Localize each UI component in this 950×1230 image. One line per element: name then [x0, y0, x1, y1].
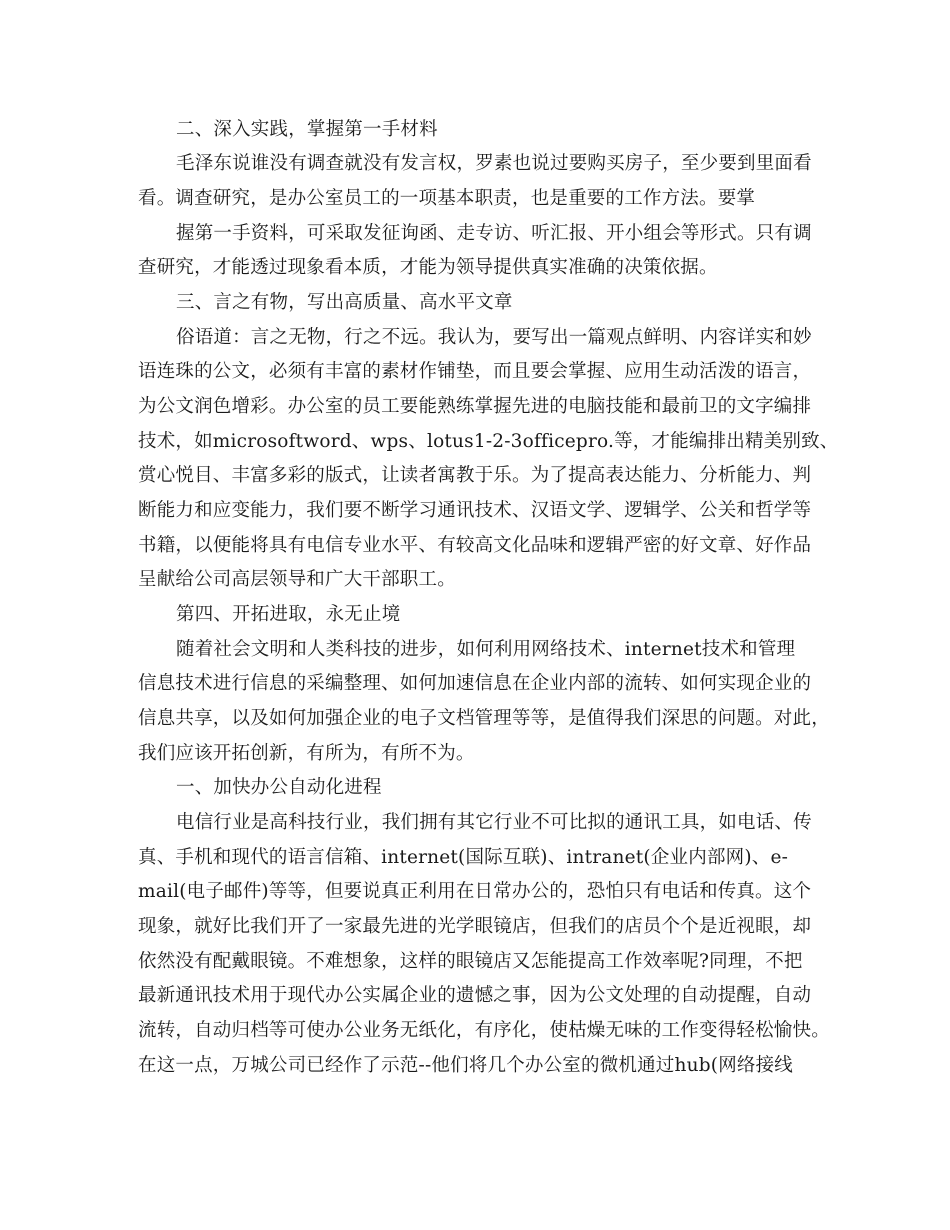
paragraph-line: 赏心悦目、丰富多彩的版式，让读者寓教于乐。为了提高表达能力、分析能力、判 — [138, 465, 812, 486]
section-heading: 二、深入实践，掌握第一手材料 — [176, 119, 438, 140]
paragraph-line: 流转，自动归档等可使办公业务无纸化，有序化，使枯燥无味的工作变得轻松愉快。 — [138, 1020, 830, 1041]
paragraph-line: mail(电子邮件)等等，但要说真正利用在日常办公的，恐怕只有电话和传真。这个 — [138, 881, 812, 902]
paragraph-line: 技术，如microsoftword、wps、lotus1-2-3officepro.等，才能编排出精美别致、 — [138, 431, 839, 452]
paragraph-line: 呈献给公司高层领导和广大干部职工。 — [138, 569, 456, 590]
section-heading: 三、言之有物，写出高质量、高水平文章 — [176, 292, 513, 313]
paragraph-line: 依然没有配戴眼镜。不难想象，这样的眼镜店又怎能提高工作效率呢?同理，不把 — [138, 951, 803, 972]
paragraph-line: 信息共享，以及如何加强企业的电子文档管理等等，是值得我们深思的问题。对此， — [138, 708, 830, 729]
paragraph-line: 真、手机和现代的语言信箱、internet(国际互联)、intranet(企业内部网)、e- — [138, 847, 789, 868]
paragraph-line: 电信行业是高科技行业，我们拥有其它行业不可比拟的通讯工具，如电话、传 — [176, 812, 812, 833]
paragraph-line: 断能力和应变能力，我们要不断学习通讯技术、汉语文学、逻辑学、公关和哲学等 — [138, 500, 812, 521]
section-heading: 第四、开拓进取，永无止境 — [176, 604, 401, 625]
section-heading: 一、加快办公自动化进程 — [176, 777, 382, 798]
paragraph-line: 握第一手资料，可采取发征询函、走专访、听汇报、开小组会等形式。只有调 — [176, 223, 812, 244]
paragraph-line: 在这一点，万城公司已经作了示范--他们将几个办公室的微机通过hub(网络接线 — [138, 1055, 793, 1076]
paragraph-line: 书籍，以便能将具有电信专业水平、有较高文化品味和逻辑严密的好文章、好作品 — [138, 535, 812, 556]
paragraph-line: 为公文润色增彩。办公室的员工要能熟练掌握先进的电脑技能和最前卫的文字编排 — [138, 396, 812, 417]
paragraph-line: 现象，就好比我们开了一家最先进的光学眼镜店，但我们的店员个个是近视眼，却 — [138, 916, 812, 937]
paragraph-line: 俗语道：言之无物，行之不远。我认为，要写出一篇观点鲜明、内容详实和妙 — [176, 327, 812, 348]
paragraph-line: 随着社会文明和人类科技的进步，如何利用网络技术、internet技术和管理 — [176, 639, 796, 660]
paragraph-line: 最新通讯技术用于现代办公实属企业的遗憾之事，因为公文处理的自动提醒，自动 — [138, 985, 812, 1006]
paragraph-line: 查研究，才能透过现象看本质，才能为领导提供真实准确的决策依据。 — [138, 257, 718, 278]
paragraph-line: 信息技术进行信息的采编整理、如何加速信息在企业内部的流转、如何实现企业的 — [138, 673, 812, 694]
paragraph-line: 看。调查研究，是办公室员工的一项基本职责，也是重要的工作方法。要掌 — [138, 188, 756, 209]
paragraph-line: 毛泽东说谁没有调查就没有发言权，罗素也说过要购买房子，至少要到里面看 — [176, 153, 812, 174]
paragraph-line: 语连珠的公文，必须有丰富的素材作铺垫，而且要会掌握、应用生动活泼的语言， — [138, 361, 812, 382]
paragraph-line: 我们应该开拓创新，有所为，有所不为。 — [138, 743, 475, 764]
